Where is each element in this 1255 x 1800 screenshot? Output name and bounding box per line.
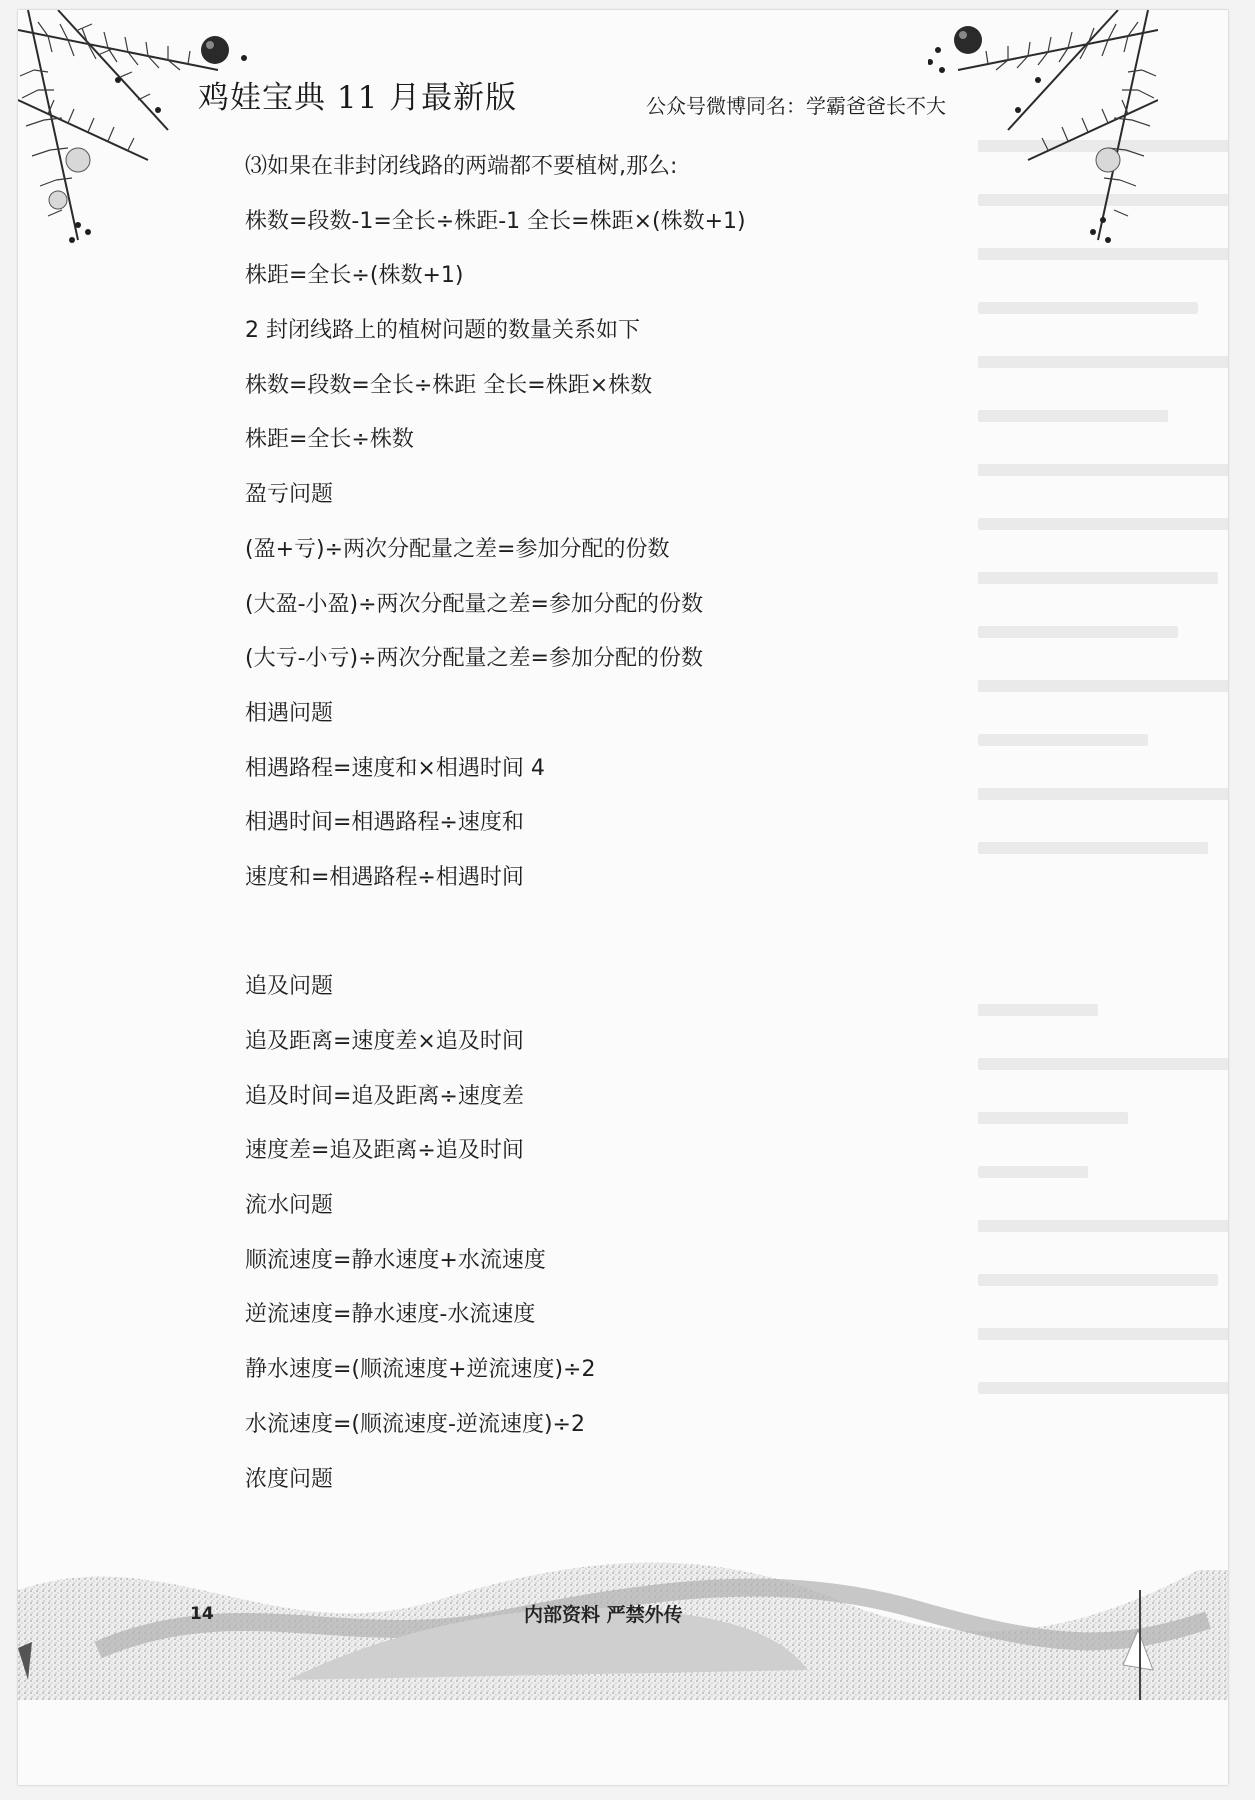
text-line: (大盈-小盈)÷两次分配量之差=参加分配的份数 xyxy=(245,591,703,617)
text-line: 顺流速度=静水速度+水流速度 xyxy=(245,1247,546,1273)
account-note: 公众号微博同名：学霸爸爸长不大 xyxy=(646,94,946,118)
text-line: 相遇路程=速度和×相遇时间 4 xyxy=(245,755,545,781)
blank-line xyxy=(245,918,1005,973)
text-line: 2 封闭线路上的植树问题的数量关系如下 xyxy=(245,318,640,344)
text-line: 追及时间=追及距离÷速度差 xyxy=(245,1083,524,1109)
text-line: 速度和=相遇路程÷相遇时间 xyxy=(245,864,524,890)
confidential-note: 内部资料 严禁外传 xyxy=(524,1604,683,1626)
text-line: 逆流速度=静水速度-水流速度 xyxy=(245,1302,536,1328)
text-line: 静水速度=(顺流速度+逆流速度)÷2 xyxy=(245,1357,596,1383)
section-heading: 流水问题 xyxy=(245,1193,334,1219)
text-line: 相遇时间=相遇路程÷速度和 xyxy=(245,810,524,836)
text-line: 株数=段数=全长÷株距 全长=株距×株数 xyxy=(245,372,653,398)
text-line: 株距=全长÷株数 xyxy=(245,427,414,453)
bleed-through-text xyxy=(978,140,1228,1436)
text-line: 追及距离=速度差×追及时间 xyxy=(245,1029,524,1054)
section-heading: 盈亏问题 xyxy=(245,482,334,508)
pine-branch-ornament-icon xyxy=(18,10,248,250)
text-line: 速度差=追及距离÷追及时间 xyxy=(245,1138,524,1164)
section-heading: 追及问题 xyxy=(245,974,334,1000)
text-line: 株距=全长÷(株数+1) xyxy=(245,263,464,289)
document-title: 鸡娃宝典 11 月最新版 xyxy=(198,80,518,116)
page-number: 14 xyxy=(190,1604,214,1624)
section-heading: 浓度问题 xyxy=(245,1466,334,1492)
text-line: 水流速度=(顺流速度-逆流速度)÷2 xyxy=(245,1411,585,1437)
text-line: 株数=段数-1=全长÷株距-1 全长=株距×(株数+1) xyxy=(245,208,746,234)
formula-list xyxy=(245,152,1005,1519)
text-line: (大亏-小亏)÷两次分配量之差=参加分配的份数 xyxy=(245,646,703,672)
section-heading: 相遇问题 xyxy=(245,700,334,726)
text-line: ⑶如果在非封闭线路的两端都不要植树,那么: xyxy=(245,154,678,179)
document-page xyxy=(18,10,1228,1785)
text-line: (盈+亏)÷两次分配量之差=参加分配的份数 xyxy=(245,536,670,562)
